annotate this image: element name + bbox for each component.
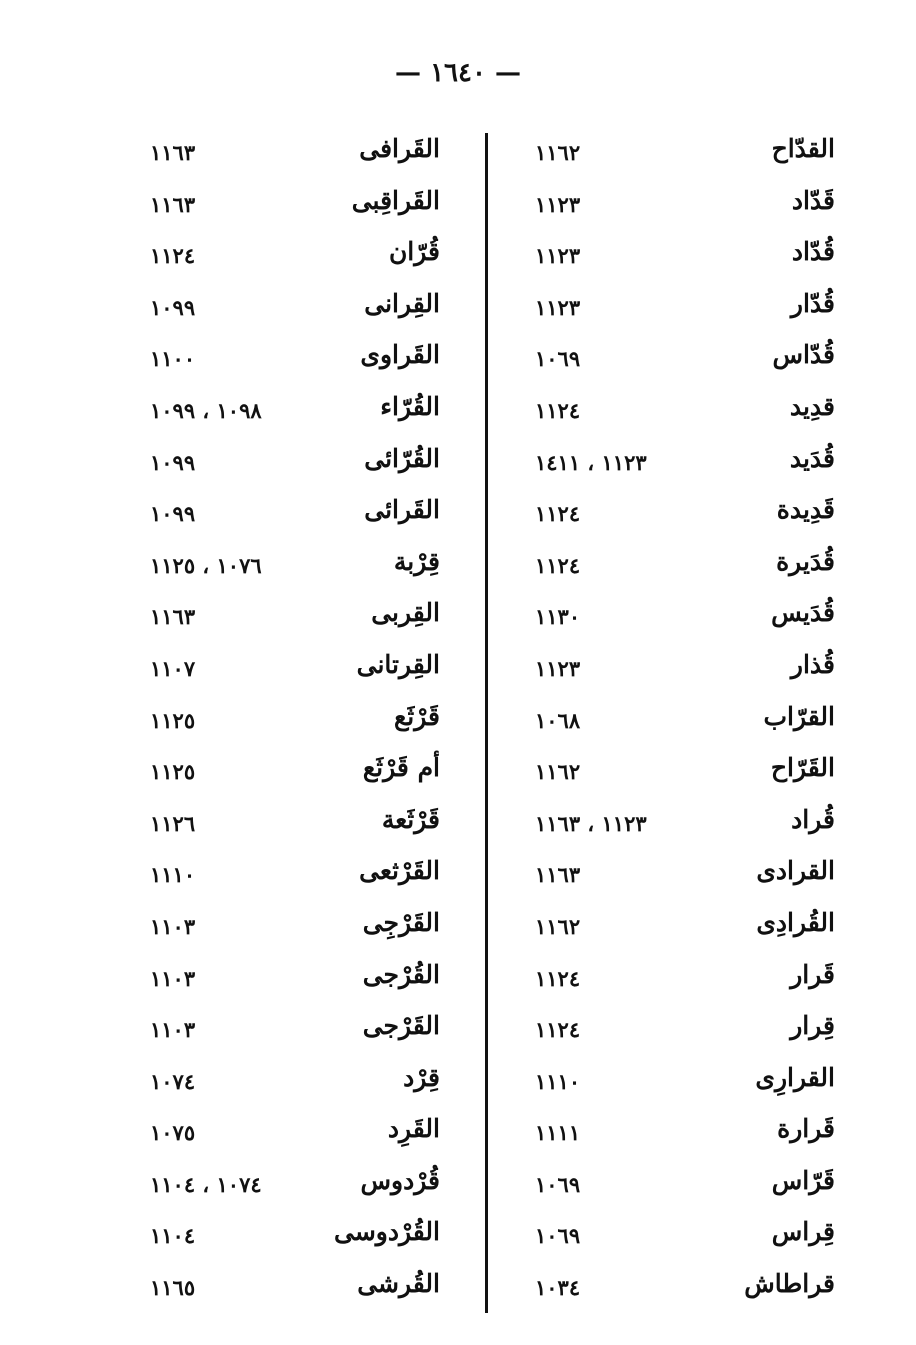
index-entry — [535, 902, 835, 954]
entry-page-refs: ١١٢٤ — [535, 397, 581, 423]
entry-term: القُرّائى — [364, 443, 440, 473]
entry-term: قَرار — [790, 959, 835, 989]
entry-term: قُرّان — [388, 237, 440, 267]
index-entry — [150, 1108, 440, 1160]
entry-term: قُدَيرة — [776, 546, 835, 576]
entry-page-refs: ١٠٩٨ ، ١٠٩٩ — [150, 397, 262, 423]
entry-page-refs: ١١٠٣ — [150, 1017, 196, 1043]
index-entry — [150, 283, 440, 335]
index-entry — [535, 1005, 835, 1057]
index-entry — [150, 1160, 440, 1212]
index-entry — [535, 1211, 835, 1263]
entry-term: قراطاش — [744, 1269, 835, 1299]
entry-page-refs: ١١٦٥ — [150, 1275, 196, 1301]
index-entry — [535, 1263, 835, 1315]
entry-page-refs: ١١٠٤ — [150, 1223, 196, 1249]
entry-term: القُرادِى — [756, 907, 835, 937]
index-entry — [150, 1263, 440, 1315]
entry-page-refs: ١١٢٥ — [150, 759, 196, 785]
index-entry — [150, 231, 440, 283]
entry-page-refs: ١٠٧٤ — [150, 1068, 196, 1094]
entry-page-refs: ١١٦٣ — [535, 862, 581, 888]
entry-term: القِرتانى — [356, 649, 440, 679]
index-entry — [150, 1005, 440, 1057]
index-entry — [535, 1108, 835, 1160]
index-entry — [150, 592, 440, 644]
entry-page-refs: ١١٣٠ — [535, 604, 581, 630]
right-column — [535, 128, 835, 1328]
entry-page-refs: ١٠٧٥ — [150, 1120, 196, 1146]
index-entry — [535, 386, 835, 438]
entry-term: قدِيد — [789, 391, 835, 421]
entry-page-refs: ١١٢٣ ، ١٤١١ — [535, 449, 647, 475]
entry-term: قُرْدوس — [360, 1165, 440, 1195]
entry-term: القَرافى — [359, 134, 440, 163]
entry-term: قَدّاد — [791, 185, 835, 215]
entry-page-refs: ١١٦٢ — [535, 759, 581, 785]
entry-page-refs: ١١١٠ — [535, 1068, 581, 1094]
index-entry — [150, 386, 440, 438]
entry-term: قُدّار — [790, 288, 835, 318]
index-entry — [150, 954, 440, 1006]
entry-term: القرّاب — [763, 701, 835, 731]
entry-term: القَرْثعى — [359, 856, 440, 886]
entry-term: أم قَرْثَع — [362, 753, 440, 783]
entry-term: القُرشى — [357, 1269, 440, 1299]
entry-term: قُراد — [791, 804, 835, 834]
index-entry — [535, 644, 835, 696]
entry-page-refs: ١١٠٠ — [150, 346, 196, 372]
index-entry — [150, 334, 440, 386]
entry-term: قَرْثَع — [393, 701, 440, 731]
index-entry — [150, 1211, 440, 1263]
entry-term: القَرِد — [387, 1114, 440, 1144]
entry-page-refs: ١١٢٤ — [535, 965, 581, 991]
entry-page-refs: ١٠٣٤ — [535, 1275, 581, 1301]
entry-page-refs: ١١٢٣ — [535, 294, 581, 320]
entry-term: قُدَيد — [789, 443, 835, 473]
entry-page-refs: ١١٢٤ — [535, 501, 581, 527]
entry-page-refs: ١٠٩٩ — [150, 449, 196, 475]
index-entry — [535, 1057, 835, 1109]
entry-term: قِرار — [790, 1011, 835, 1041]
entry-term: قِرْبة — [393, 546, 440, 576]
entry-page-refs: ١١٦٢ — [535, 913, 581, 939]
entry-term: القدّاح — [771, 134, 835, 163]
entry-term: القَرْجى — [362, 1011, 440, 1041]
index-entry — [535, 128, 835, 180]
entry-term: قُدّاس — [772, 340, 835, 370]
index-entry — [150, 747, 440, 799]
entry-page-refs: ١١٠٣ — [150, 913, 196, 939]
entry-page-refs: ١١٦٣ — [150, 604, 196, 630]
entry-term: قَرارة — [777, 1114, 835, 1144]
entry-term: القرادى — [756, 856, 835, 886]
entry-term: القَرْجِى — [362, 907, 440, 937]
entry-page-refs: ١١٦٣ — [150, 140, 196, 165]
index-entry — [150, 644, 440, 696]
entry-page-refs: ١١٢٣ — [535, 655, 581, 681]
index-entry — [535, 592, 835, 644]
index-entry — [535, 180, 835, 232]
entry-page-refs: ١١٢٤ — [535, 1017, 581, 1043]
entry-page-refs: ١٠٧٤ ، ١١٠٤ — [150, 1171, 262, 1197]
entry-page-refs: ١١١١ — [535, 1120, 581, 1146]
entry-term: القَرّاح — [770, 753, 835, 783]
entry-page-refs: ١١١٠ — [150, 862, 196, 888]
index-entry — [150, 799, 440, 851]
entry-term: القَراقِبى — [351, 185, 440, 215]
index-entry — [150, 850, 440, 902]
entry-term: قِرْد — [403, 1062, 440, 1092]
entry-page-refs: ١١٢٣ — [535, 191, 581, 217]
entry-term: القُرْدوسى — [334, 1217, 440, 1247]
index-entry — [535, 747, 835, 799]
entry-page-refs: ١٠٦٩ — [535, 1223, 581, 1249]
entry-page-refs: ١١٠٣ — [150, 965, 196, 991]
index-entry — [150, 180, 440, 232]
entry-term: القَرائى — [364, 495, 440, 525]
entry-page-refs: ١١٢٣ ، ١١٦٣ — [535, 810, 647, 836]
entry-page-refs: ١٠٦٩ — [535, 346, 581, 372]
entry-page-refs: ١٠٧٦ ، ١١٢٥ — [150, 552, 262, 578]
index-entry — [150, 438, 440, 490]
entry-page-refs: ١١٢٥ — [150, 707, 196, 733]
entry-term: قُدّاد — [791, 237, 835, 267]
index-entry — [150, 489, 440, 541]
index-entry — [535, 696, 835, 748]
entry-term: القِربى — [371, 598, 440, 628]
index-entry — [535, 541, 835, 593]
entry-page-refs: ١٠٩٩ — [150, 294, 196, 320]
entry-page-refs: ١٠٦٨ — [535, 707, 581, 733]
index-entry — [150, 696, 440, 748]
entry-term: القُرْجى — [362, 959, 440, 989]
entry-term: قِراس — [771, 1217, 835, 1247]
index-entry — [150, 1057, 440, 1109]
entry-term: قُدَيس — [771, 598, 835, 628]
index-entry — [535, 334, 835, 386]
entry-term: قَدِيدة — [776, 495, 835, 525]
index-entry — [535, 231, 835, 283]
index-entry — [535, 799, 835, 851]
column-divider — [485, 133, 488, 1313]
entry-term: قَرْثَعة — [381, 804, 440, 834]
index-entry — [535, 954, 835, 1006]
index-entry — [535, 283, 835, 335]
entry-page-refs: ١١٢٤ — [150, 243, 196, 269]
entry-page-refs: ١١٦٢ — [535, 140, 581, 165]
index-entry — [150, 541, 440, 593]
entry-page-refs: ١١٢٦ — [150, 810, 196, 836]
entry-page-refs: ١١٢٣ — [535, 243, 581, 269]
page-number: — ١٦٤٠ — — [395, 58, 521, 88]
entry-term: قُذار — [790, 649, 835, 679]
index-entry — [535, 1160, 835, 1212]
entry-term: القَراوى — [360, 340, 440, 370]
index-entry — [535, 850, 835, 902]
index-entry — [535, 489, 835, 541]
entry-page-refs: ١٠٩٩ — [150, 501, 196, 527]
entry-page-refs: ١١٢٤ — [535, 552, 581, 578]
entry-term: قَرّاس — [771, 1165, 835, 1195]
entry-page-refs: ١١٠٧ — [150, 655, 196, 681]
left-column — [150, 128, 440, 1328]
index-entry — [150, 128, 440, 180]
entry-page-refs: ١٠٦٩ — [535, 1171, 581, 1197]
entry-term: القُرّاء — [380, 391, 440, 421]
entry-term: القرارِى — [755, 1062, 835, 1092]
index-entry — [150, 902, 440, 954]
entry-page-refs: ١١٦٣ — [150, 191, 196, 217]
entry-term: القِرانى — [364, 288, 440, 318]
index-entry — [535, 438, 835, 490]
